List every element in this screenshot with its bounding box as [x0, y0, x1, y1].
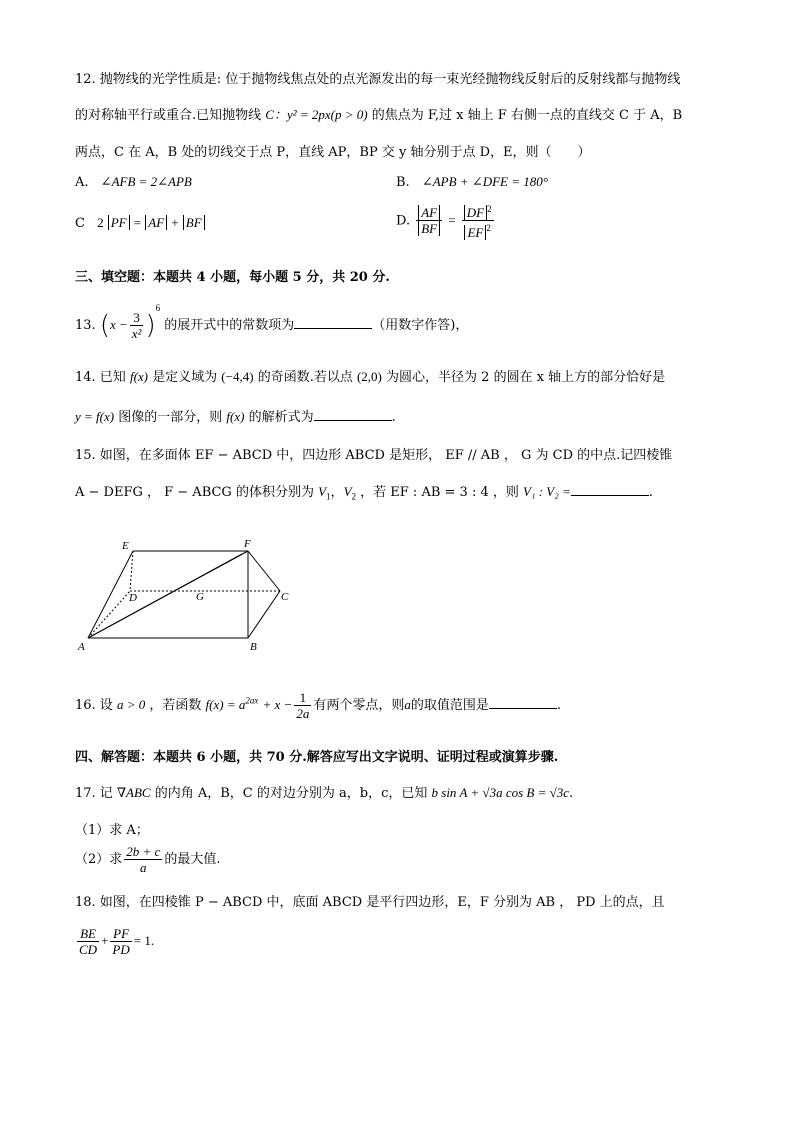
q17-part2 [75, 844, 220, 875]
option-d-frac-right [462, 202, 494, 240]
q18-line1 [75, 891, 665, 910]
section-4-text: 四、解答题：本题共 6 小题，共 70 分.解答应写出文字说明、证明过程或演算步骤. [75, 750, 559, 765]
option-c-pf: PF [108, 215, 130, 230]
q14-text-c: 的奇函数.若以点 [257, 370, 353, 385]
option-d-bf: BF [418, 221, 440, 236]
q16-text-e: 的取值范围是 [410, 698, 489, 713]
option-c-plus: + [171, 215, 179, 230]
q15-end: . [648, 485, 653, 500]
option-c-eq: = [133, 215, 142, 230]
q12-option-a [75, 174, 192, 190]
q16-fx: f(x) = a [205, 697, 246, 712]
q15-v2: V [343, 484, 352, 499]
option-d-ef: EF [464, 225, 486, 240]
option-c-af: AF [145, 215, 167, 230]
option-d-frac-left [416, 205, 442, 236]
q17-frac [124, 844, 162, 875]
label-G: G [196, 591, 204, 603]
q13-x-minus: x − [109, 317, 128, 332]
q12-option-d [396, 202, 496, 240]
option-b-text: ∠APB + ∠DFE = 180° [421, 174, 548, 189]
q13-paren-close: ) [145, 310, 156, 341]
q17-triangle: ∇ABC [116, 785, 151, 800]
label-F: F [244, 538, 251, 550]
q18-eq: = 1. [133, 933, 155, 948]
option-c-coef: 2 [97, 215, 104, 230]
q17-text-b: 的内角 A，B，C 的对边分别为 a，b，c，已知 [154, 786, 428, 801]
q16-frac-den: 2a [296, 706, 310, 721]
option-d-eq: = [448, 212, 456, 228]
q13-frac-num: 3 [130, 310, 144, 326]
q16-exp: 2ax [245, 695, 259, 706]
label-D: D [129, 592, 137, 604]
q12-text-1: 12. 抛物线的光学性质是: 位于抛物线焦点处的点光源发出的每一束光经抛物线反射后的反射线都与抛物线 [75, 72, 681, 87]
q14-answer-blank [314, 408, 392, 421]
q12-option-c [75, 215, 205, 231]
q17-text-a: 17. 记 [75, 786, 113, 801]
section-3-text: 三、填空题：本题共 4 小题，每小题 5 分，共 20 分. [75, 270, 390, 285]
q15-text-1: 15. 如图，在多面体 EF − ABCD 中，四边形 ABCD 是矩形， EF // AB ， G 为 CD 的中点.记四棱锥 [75, 448, 673, 463]
q14-text-f: 的解析式为 [248, 410, 314, 425]
label-E: E [122, 540, 129, 552]
q13-after: （用数字作答)， [372, 318, 469, 333]
q15-v1: V [318, 484, 327, 499]
option-d-exp-top: 2 [487, 204, 492, 214]
option-c-label: C [75, 216, 85, 231]
q16-end: . [556, 698, 561, 713]
q16-frac-num: 1 [294, 690, 311, 706]
q13-frac-den: x² [131, 326, 142, 341]
q15-text-2b: ，若 EF : AB = 3 : 4 ，则 [360, 485, 519, 500]
q18-text-1: 18. 如图，在四棱锥 P − ABCD 中，底面 ABCD 是平行四边形，E，F 分别为 AB ， PD 上的点，且 [75, 895, 665, 910]
q16-text-a: 16. 设 [75, 698, 113, 713]
option-a-text: ∠AFB = 2∠APB [100, 174, 192, 189]
q18-frac2-den: PD [112, 942, 130, 957]
option-d-df: DF [464, 205, 487, 220]
q15-answer-blank [571, 483, 649, 496]
q16-text-b: ，若函数 [149, 698, 202, 713]
q17-equation: b sin A + √3a cos B = √3c [431, 785, 570, 800]
q12-line1 [75, 68, 680, 87]
q13-frac [130, 310, 144, 341]
label-C: C [281, 591, 289, 603]
section-4-heading [75, 746, 558, 765]
q16-text-d: 有两个零点，则 [313, 698, 405, 713]
q12-parabola-eq: C：y² = 2px(p > 0) [265, 107, 368, 122]
q14-eq: y = f(x) [75, 409, 115, 424]
q17-end: . [569, 786, 574, 801]
q14-line2 [75, 406, 396, 425]
option-d-exp-bottom: 2 [486, 223, 491, 234]
q12-text-3: 两点，C 在 A，B 处的切线交于点 P，直线 AP，BP 交 y 轴分别于点 D，E，则（ ） [75, 145, 591, 160]
q18-frac-1 [77, 926, 99, 957]
q14-end: . [391, 410, 396, 425]
option-c-bf: BF [183, 215, 205, 230]
q13-answer-blank [294, 316, 372, 329]
q14-fx: f(x) [129, 369, 148, 384]
q17-frac-num: 2b + c [126, 844, 161, 859]
q16-var: a [404, 697, 411, 712]
label-B: B [250, 641, 257, 653]
q16-cond: a > 0 [116, 697, 146, 712]
q17-frac-den: a [140, 860, 147, 875]
q14-text-d: 为圆心，半径为 2 的圆在 x 轴上方的部分恰好是 [386, 370, 666, 385]
q12-option-b [396, 174, 548, 190]
option-d-af: AF [418, 205, 440, 220]
q12-line2 [75, 104, 682, 123]
q16-answer-blank [489, 696, 557, 709]
q15-ratio: V₁ : V₂ = [523, 484, 571, 499]
q15-v2-sub: 2 [351, 491, 357, 502]
q17-part1 [75, 819, 149, 838]
q16 [75, 690, 561, 721]
q18-frac1-den: CD [79, 942, 98, 957]
q18-frac1-num: BE [77, 926, 99, 942]
q18-plus: + [101, 933, 109, 948]
q15-text-2a: A − DEFG ， F − ABCG 的体积分别为 [75, 485, 314, 500]
q15-comma: ， [330, 485, 344, 500]
q13-num: 13. [75, 318, 96, 333]
q14-line1 [75, 366, 665, 385]
q18-frac-2 [110, 926, 131, 957]
q14-domain: (−4,4) [221, 369, 254, 384]
q15-line1 [75, 444, 672, 463]
section-3-heading [75, 266, 390, 285]
q15-v1-sub: 1 [326, 491, 331, 502]
q14-point: (2,0) [356, 369, 382, 384]
option-b-label: B. [396, 175, 410, 190]
q12-text-2a: 的对称轴平行或重合.已知抛物线 [75, 108, 262, 123]
q18-frac2-num: PF [110, 926, 131, 942]
q14-text-e: 图像的一部分，则 [118, 410, 223, 425]
q17-part1-text: （1）求 A； [75, 823, 149, 838]
q14-text-a: 14. 已知 [75, 370, 126, 385]
q14-text-b: 是定义域为 [152, 370, 218, 385]
q12-line3 [75, 141, 591, 160]
q14-fx-2: f(x) [226, 409, 245, 424]
option-d-label: D. [396, 213, 411, 229]
polyhedron-figure [72, 534, 302, 664]
q17-part2-text-a: （2）求 [75, 852, 123, 867]
q17-line1 [75, 782, 573, 801]
q13 [75, 303, 468, 341]
q16-frac [294, 690, 311, 721]
q13-text: 的展开式中的常数项为 [164, 318, 295, 333]
q18-line2 [75, 926, 154, 957]
q13-exp: 6 [155, 303, 161, 313]
q17-part2-text-b: 的最大值. [164, 852, 221, 867]
option-a-label: A. [75, 175, 89, 190]
q13-paren-open: ( [99, 310, 110, 341]
q16-plus-x-minus: + x − [262, 697, 293, 712]
label-A: A [78, 641, 85, 653]
q15-line2 [75, 481, 653, 502]
q12-text-2b: 的焦点为 F,过 x 轴上 F 右侧一点的直线交 C 于 A，B [371, 108, 683, 123]
